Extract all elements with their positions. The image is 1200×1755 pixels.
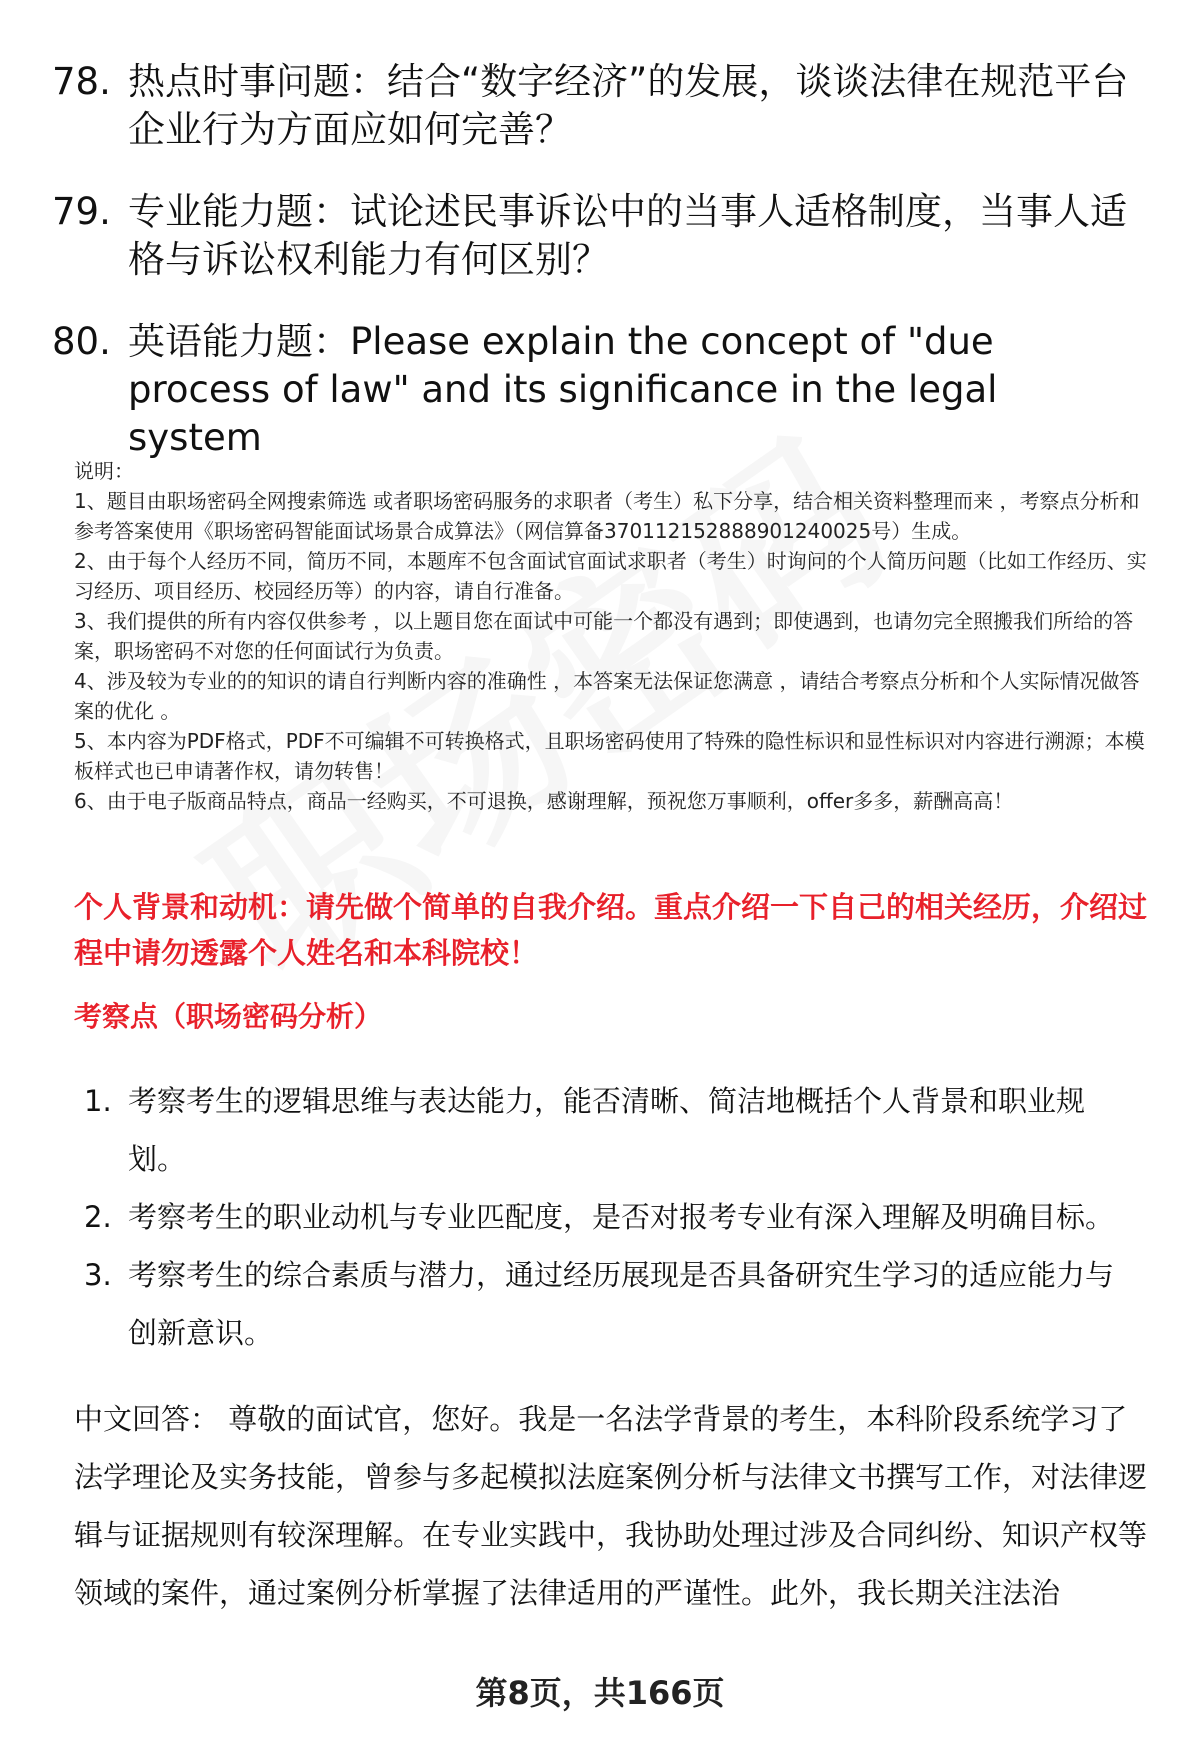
question-number: 79. xyxy=(52,190,111,233)
exam-point-number: 1. xyxy=(84,1084,112,1118)
exam-point-number: 2. xyxy=(84,1200,112,1234)
background-question-heading: 个人背景和动机：请先做个简单的自我介绍。重点介绍一下自己的相关经历，介绍过程中请勿透露个人姓名和本科院校！ xyxy=(74,890,1148,970)
note-item: 3、我们提供的所有内容仅供参考 ，以上题目您在面试中可能一个都没有遇到；即使遇到，也请勿完全照搬我们所给的答案，职场密码不对您的任何面试行为负责。 xyxy=(74,609,1134,663)
question-number: 78. xyxy=(52,60,111,103)
question-text: 专业能力题：试论述民事诉讼中的当事人适格制度，当事人适格与诉讼权利能力有何区别？ xyxy=(128,190,1127,281)
question-text: 热点时事问题：结合“数字经济”的发展，谈谈法律在规范平台企业行为方面应如何完善？ xyxy=(128,60,1129,151)
question-item xyxy=(52,58,1142,154)
exam-point-item xyxy=(84,1072,1124,1188)
exam-point-item xyxy=(84,1246,1124,1362)
exam-points-title: 考察点（职场密码分析） xyxy=(74,1000,383,1033)
exam-point-text: 考察考生的综合素质与潜力，通过经历展现是否具备研究生学习的适应能力与创新意识。 xyxy=(128,1258,1115,1350)
note-item: 2、由于每个人经历不同，简历不同，本题库不包含面试官面试求职者（考生）时询问的个人简历问题（比如工作经历、实习经历、项目经历、校园经历等）的内容，请自行准备。 xyxy=(74,549,1147,603)
exam-point-number: 3. xyxy=(84,1258,112,1292)
exam-point-text: 考察考生的职业动机与专业匹配度，是否对报考专业有深入理解及明确目标。 xyxy=(128,1200,1115,1234)
question-text: 英语能力题：Please explain the concept of "due process of law" and its significance in the legal system xyxy=(128,320,998,459)
question-number: 80. xyxy=(52,320,111,363)
note-item: 4、涉及较为专业的的知识的请自行判断内容的准确性 ，本答案无法保证您满意 ，请结合考察点分析和个人实际情况做答案的优化 。 xyxy=(74,669,1140,723)
notes-section xyxy=(74,456,1154,816)
question-list xyxy=(52,58,1142,496)
exam-points-list xyxy=(84,1072,1124,1362)
note-item: 6、由于电子版商品特点，商品一经购买，不可退换，感谢理解，预祝您万事顺利，offer多多，薪酬高高！ xyxy=(74,789,1014,813)
exam-point-text: 考察考生的逻辑思维与表达能力，能否清晰、简洁地概括个人背景和职业规划。 xyxy=(128,1084,1086,1176)
chinese-answer: 中文回答： 尊敬的面试官，您好。我是一名法学背景的考生，本科阶段系统学习了法学理论及实务技能，曾参与多起模拟法庭案例分析与法律文书撰写工作，对法律逻辑与证据规则有较深理解。在专业实践中，我协助处理过涉及合同纠纷、知识产权等领域的案件，通过案例分析掌握了法律适用的严谨性。此外，我长期关注法治 xyxy=(74,1402,1148,1610)
note-item: 5、本内容为PDF格式，PDF不可编辑不可转换格式，且职场密码使用了特殊的隐性标识和显性标识对内容进行溯源；本模板样式也已申请著作权，请勿转售！ xyxy=(74,729,1145,783)
page-footer: 第8页，共166页 xyxy=(475,1674,725,1712)
question-item xyxy=(52,188,1142,284)
question-item xyxy=(52,318,1142,462)
note-item: 1、题目由职场密码全网搜索筛选 或者职场密码服务的求职者（考生）私下分享，结合相关资料整理而来 ，考察点分析和参考答案使用《职场密码智能面试场景合成算法》（网信算备370112152888901240025号）生成。 xyxy=(74,489,1140,543)
notes-title: 说明： xyxy=(74,459,134,483)
exam-point-item xyxy=(84,1188,1124,1246)
